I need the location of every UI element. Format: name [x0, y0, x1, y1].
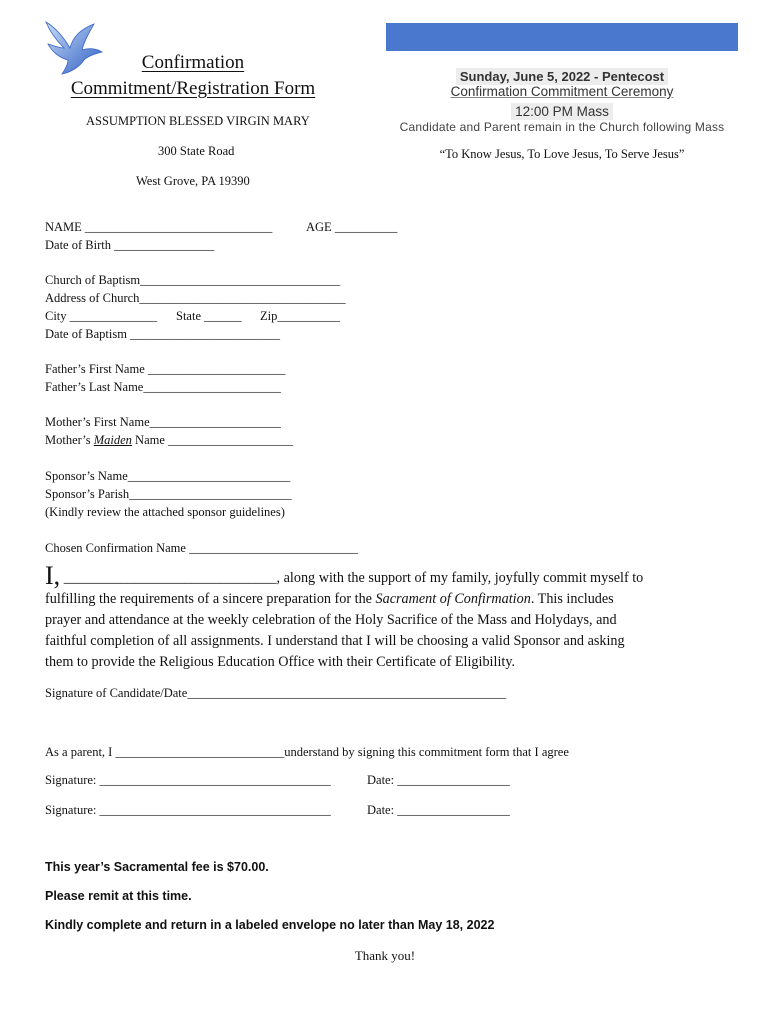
zip-field[interactable]: Zip__________ [260, 309, 340, 323]
commitment-line-4: faithful completion of all assignments. I understand that I will be choosing a valid Sponsor and asking [45, 633, 625, 649]
commitment-line-5: them to provide the Religious Education Office with their Certificate of Eligibility. [45, 654, 516, 670]
father-last-field[interactable]: Father’s Last Name______________________ [45, 380, 281, 394]
church-name: ASSUMPTION BLESSED VIRGIN MARY [86, 114, 310, 128]
chosen-name-field[interactable]: Chosen Confirmation Name ___________________________ [45, 541, 358, 555]
date-baptism-field[interactable]: Date of Baptism ________________________ [45, 327, 281, 341]
commitment-line-1 [45, 561, 745, 590]
event-date: Sunday, June 5, 2022 - Pentecost [456, 68, 668, 85]
commitment-line-3: prayer and attendance at the weekly celebration of the Holy Sacrifice of the Mass and Holydays, and [45, 612, 617, 628]
event-time-wrap [386, 101, 738, 120]
parent-date-1[interactable]: Date: __________________ [367, 773, 510, 787]
fee-note: This year’s Sacramental fee is $70.00. [45, 860, 269, 874]
sponsor-name-field[interactable]: Sponsor’s Name__________________________ [45, 469, 291, 483]
city-field[interactable]: City ______________ [45, 309, 158, 323]
parent-date-2[interactable]: Date: __________________ [367, 803, 510, 817]
address-street: 300 State Road [158, 144, 235, 158]
title-line-1: Confirmation [141, 52, 245, 73]
sponsor-note: (Kindly review the attached sponsor guidelines) [45, 505, 285, 519]
sacrament-italic: Sacrament of Confirmation [375, 591, 531, 607]
commitment-line-2 [45, 589, 745, 610]
event-time: 12:00 PM Mass [511, 103, 613, 120]
commitment-line-1-text[interactable]: ______________________________, along with the support of my family, joyfully commit myself to [60, 570, 644, 586]
form-title [28, 50, 358, 102]
event-note: Candidate and Parent remain in the Church following Mass [399, 120, 725, 134]
parent-signature-2[interactable]: Signature: _____________________________________ [45, 803, 331, 817]
state-field[interactable]: State ______ [176, 309, 242, 323]
event-ceremony: Confirmation Commitment Ceremony [450, 84, 674, 99]
parent-statement[interactable]: As a parent, I ___________________________understand by signing this commitment form that I agree [45, 745, 569, 759]
address-church-field[interactable]: Address of Church_________________________________ [45, 291, 346, 305]
mother-maiden-suffix: Name ____________________ [131, 433, 294, 447]
header-color-bar [386, 23, 738, 51]
father-first-field[interactable]: Father’s First Name ______________________ [45, 362, 286, 376]
mother-maiden-field[interactable] [45, 433, 293, 448]
event-motto: “To Know Jesus, To Love Jesus, To Serve Jesus” [439, 147, 685, 161]
candidate-signature-field[interactable]: Signature of Candidate/Date___________________________________________________ [45, 686, 507, 700]
sponsor-parish-field[interactable]: Sponsor’s Parish__________________________ [45, 487, 292, 501]
church-baptism-field[interactable]: Church of Baptism________________________________ [45, 273, 341, 287]
commitment-big-i: I, [45, 561, 61, 590]
mother-maiden-prefix: Mother’s [45, 433, 94, 447]
commitment-paragraph [45, 561, 745, 673]
remit-note: Please remit at this time. [45, 889, 192, 903]
thank-you: Thank you! [354, 948, 416, 963]
commitment-line-2b: . This includes [530, 591, 614, 607]
mother-first-field[interactable]: Mother’s First Name_____________________ [45, 415, 281, 429]
address-city: West Grove, PA 19390 [136, 174, 250, 188]
parent-signature-1[interactable]: Signature: _____________________________________ [45, 773, 331, 787]
mother-maiden-word: Maiden [93, 433, 132, 447]
dob-field[interactable]: Date of Birth ________________ [45, 238, 215, 252]
event-date-wrap [386, 66, 738, 85]
age-field[interactable]: AGE __________ [306, 220, 398, 234]
title-line-2: Commitment/Registration Form [70, 78, 316, 99]
commitment-line-2a: fulfilling the requirements of a sincere preparation for the [45, 591, 376, 607]
name-field[interactable]: NAME ______________________________ [45, 220, 273, 234]
return-note: Kindly complete and return in a labeled envelope no later than May 18, 2022 [45, 918, 495, 932]
